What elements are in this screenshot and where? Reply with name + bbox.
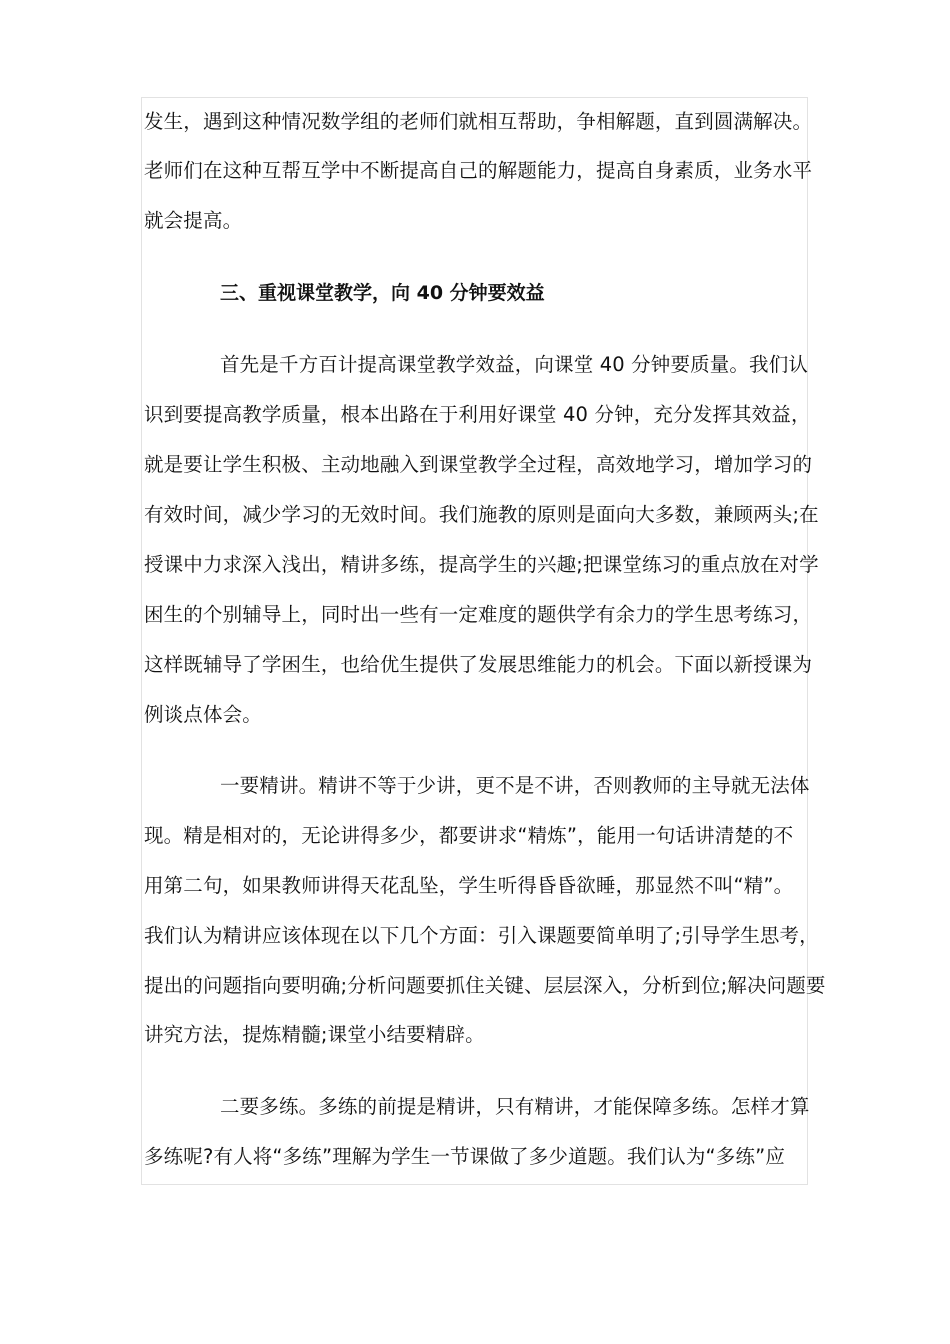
section-heading: 三、重视课堂教学，向 40 分钟要效益 <box>220 282 545 304</box>
text-line: 讲究方法，提炼精髓;课堂小结要精辟。 <box>144 1023 485 1046</box>
text-line: 一要精讲。精讲不等于少讲，更不是不讲，否则教师的主导就无法体 <box>220 774 810 797</box>
text-line: 困生的个别辅导上，同时出一些有一定难度的题供学有余力的学生思考练习， <box>144 603 813 626</box>
text-line: 识到要提高教学质量，根本出路在于利用好课堂 40 分钟，充分发挥其效益， <box>144 403 811 426</box>
text-line: 用第二句，如果教师讲得天花乱坠，学生听得昏昏欲睡，那显然不叫“精”。 <box>144 874 794 897</box>
text-line: 我们认为精讲应该体现在以下几个方面：引入课题要简单明了;引导学生思考， <box>144 924 819 947</box>
text-line: 就会提高。 <box>144 209 243 232</box>
text-line: 首先是千方百计提高课堂教学效益，向课堂 40 分钟要质量。我们认 <box>220 353 809 376</box>
text-line: 这样既辅导了学困生，也给优生提供了发展思维能力的机会。下面以新授课为 <box>144 653 813 676</box>
text-line: 授课中力求深入浅出，精讲多练，提高学生的兴趣;把课堂练习的重点放在对学 <box>144 553 819 576</box>
text-line: 老师们在这种互帮互学中不断提高自己的解题能力，提高自身素质，业务水平 <box>144 159 813 182</box>
text-line: 有效时间，减少学习的无效时间。我们施教的原则是面向大多数，兼顾两头;在 <box>144 503 819 526</box>
text-line: 就是要让学生积极、主动地融入到课堂教学全过程，高效地学习，增加学习的 <box>144 453 813 476</box>
text-line: 提出的问题指向要明确;分析问题要抓住关键、层层深入，分析到位;解决问题要 <box>144 974 826 997</box>
text-line: 发生，遇到这种情况数学组的老师们就相互帮助，争相解题，直到圆满解决。 <box>144 110 813 133</box>
text-line: 例谈点体会。 <box>144 703 262 726</box>
text-line: 多练呢?有人将“多练”理解为学生一节课做了多少道题。我们认为“多练”应 <box>144 1145 786 1168</box>
text-line: 二要多练。多练的前提是精讲，只有精讲，才能保障多练。怎样才算 <box>220 1095 810 1118</box>
text-line: 现。精是相对的，无论讲得多少，都要讲求“精炼”，能用一句话讲清楚的不 <box>144 824 794 847</box>
